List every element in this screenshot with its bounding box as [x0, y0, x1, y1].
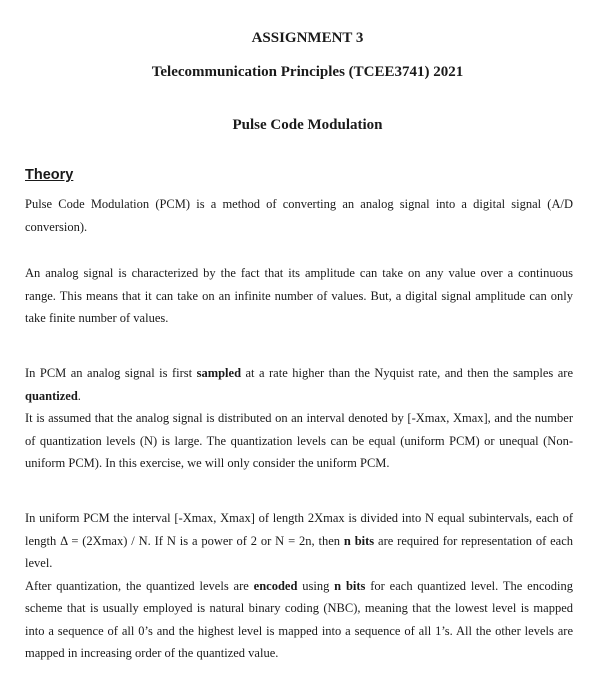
- course-title: Telecommunication Principles (TCEE3741) 2021: [151, 64, 464, 80]
- text-run: After quantization, the quantized levels are: [25, 578, 254, 593]
- text-run: In uniform PCM the interval [-Xmax, Xmax] of length 2Xmax is divided into N equal subintervals, each of length Δ = (2Xmax) / N. If N is a power of 2 or N = 2n, then: [25, 511, 573, 548]
- paragraph-text: [25, 575, 573, 665]
- paragraph-text: [25, 507, 573, 575]
- paragraph-text: [25, 362, 573, 407]
- bold-term: quantized: [25, 388, 78, 403]
- section-heading-theory: Theory: [25, 167, 74, 183]
- bold-term: n bits: [343, 533, 375, 548]
- paragraph-analog-signal: [25, 262, 573, 330]
- text-run: are required for representation of each level.: [25, 533, 573, 570]
- text-run: for each quantized level. The encoding scheme that is usually employed is natural binary coding (NBC), meaning that the lowest level is mapped into a sequence of all 0’s and the highest level is mapped into a sequence of all 1’s. All the other levels are mapped in increasing order of the quantized value.: [25, 578, 573, 660]
- text-run: .: [77, 388, 81, 403]
- bold-term: sampled: [196, 366, 242, 380]
- text-run: using: [297, 578, 335, 593]
- topic-title: Pulse Code Modulation: [232, 117, 383, 133]
- paragraph-text: It is assumed that the analog signal is distributed on an interval denoted by [-Xmax, Xmax], and the number of quantization levels (N) is large. The quantization levels can be equal (uniform PCM) or unequal (Non-uniform PCM). In this exercise, we will only consider the uniform PCM.: [25, 411, 573, 470]
- paragraph-sampling-quantization: [25, 362, 573, 475]
- text-run: In PCM an analog signal is first: [25, 366, 197, 380]
- bold-term: encoded: [253, 578, 298, 593]
- assignment-title: ASSIGNMENT 3: [251, 30, 364, 46]
- paragraph-text: An analog signal is characterized by the fact that its amplitude can take on any value over a continuous range. This means that it can take on an infinite number of values. But, a digital signal amplitude can only take finite number of values.: [25, 266, 573, 325]
- text-run: at a rate higher than the Nyquist rate, and then the samples are: [241, 366, 574, 380]
- paragraph-text: Pulse Code Modulation (PCM) is a method of converting an analog signal into a digital signal (A/D conversion).: [25, 197, 573, 234]
- paragraph-uniform-pcm: [25, 507, 573, 665]
- paragraph-pcm-definition: [25, 193, 573, 238]
- bold-term: n bits: [334, 578, 366, 593]
